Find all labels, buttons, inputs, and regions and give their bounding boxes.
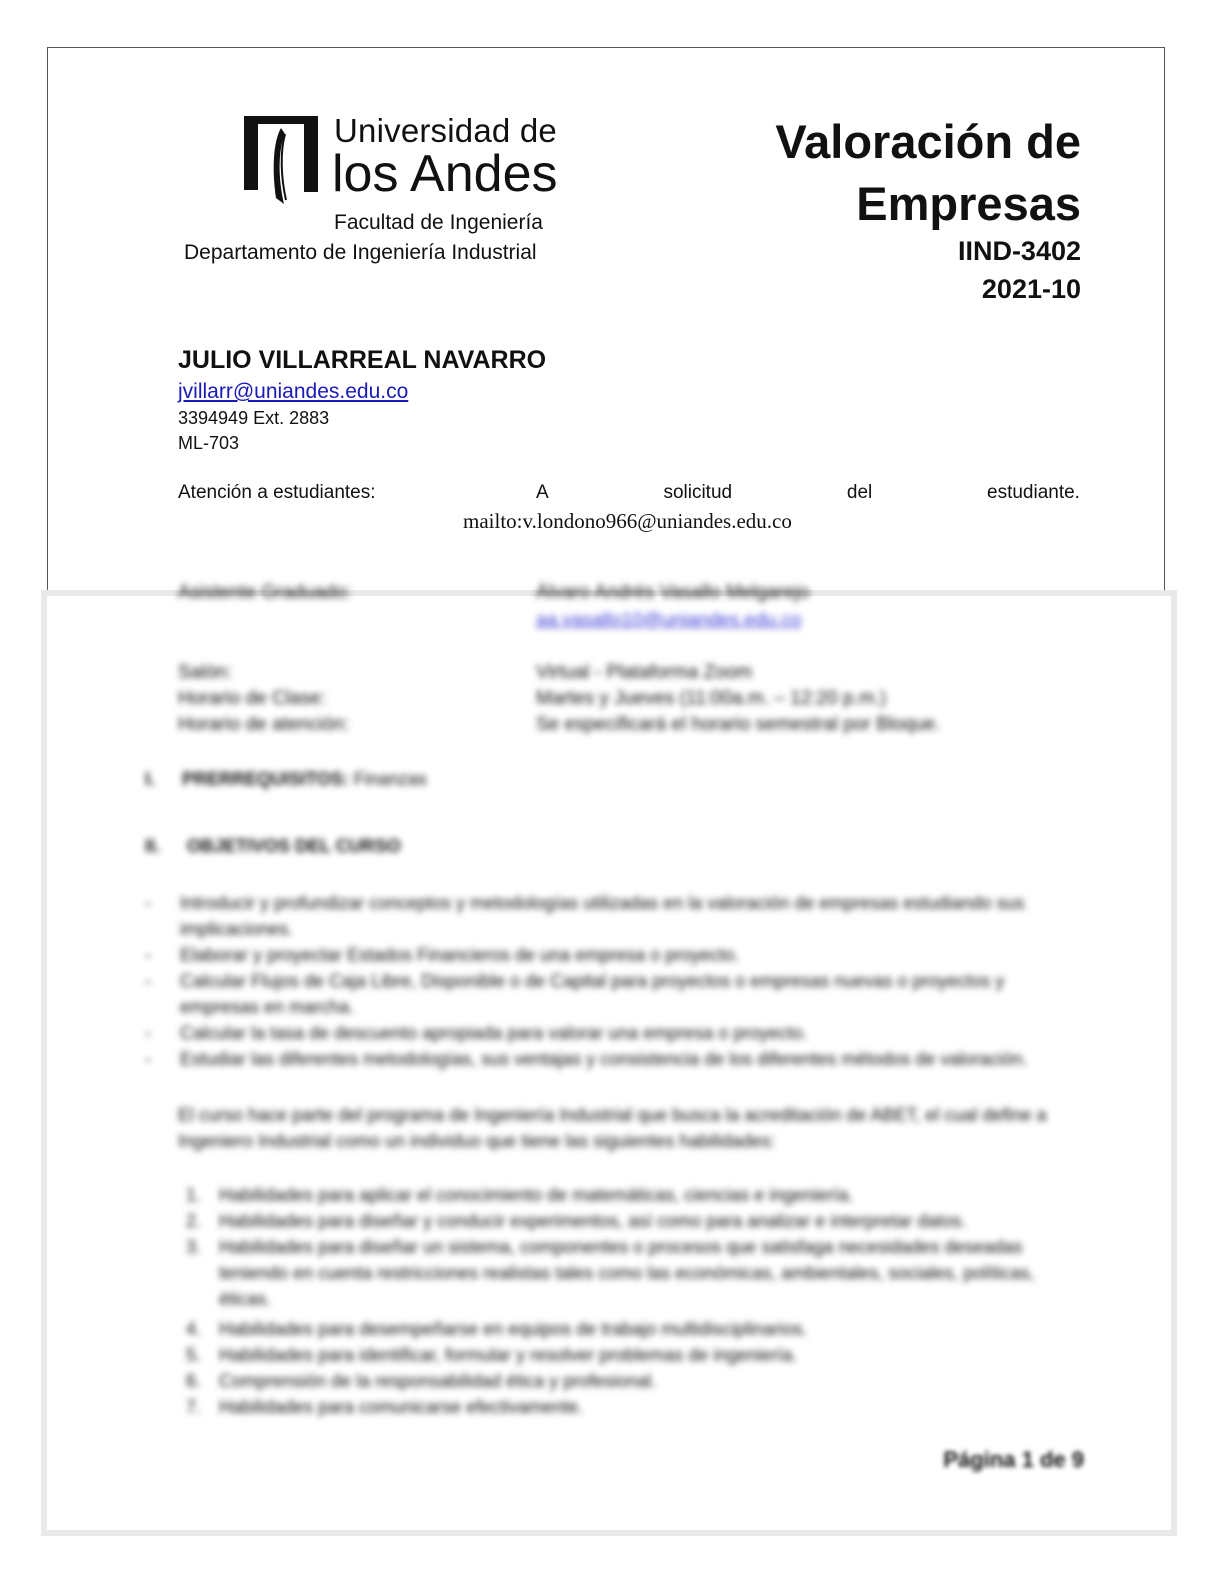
assistant-name: Álvaro Andrés Vasallo Melgarejo [536, 582, 810, 603]
objective-text: Calcular Flujos de Caja Libre, Disponible o de Capital para proyectos o empresas nuevas o proyectos y empresas en marcha. [180, 971, 1005, 1017]
uniandes-emblem-icon [240, 112, 322, 208]
section-number: II. [145, 836, 161, 856]
section-title: OBJETIVOS DEL CURSO [187, 836, 401, 856]
assistant-email-link[interactable]: aa.vasallo10@uniandes.edu.co [536, 610, 802, 631]
assistant-label: Asistente Graduado: [178, 582, 352, 603]
attention-word: A [536, 482, 549, 503]
attention-word: del [846, 482, 873, 503]
attention-label: Atención a estudiantes: [178, 482, 376, 503]
objective-text: Estudiar las diferentes metodologías, sus ventajas y consistencia de los diferentes métodos de valoración. [180, 1049, 1028, 1069]
ability-text: Habilidades para diseñar un sistema, componentes o procesos que satisfaga necesidades deseadas teniendo en cuenta restricciones realistas tales como las económicas, ambientales, sociales, políticas, éticas. [219, 1237, 1035, 1309]
professor-phone: 3394949 Ext. 2883 [178, 408, 330, 428]
abet-paragraph: El curso hace parte del programa de Ingeniería Industrial que busca la acreditación de ABET, el cual define a Ingeniero Industrial como un individuo que tiene las siguientes habilidades: [178, 1105, 1047, 1151]
ability-text: Comprensión de la responsabilidad ética y profesional. [219, 1371, 657, 1391]
professor-name: JULIO VILLARREAL NAVARRO [178, 346, 547, 374]
course-title-line2: Empresas [856, 177, 1081, 230]
course-title-line1: Valoración de [775, 115, 1081, 168]
course-code: IIND-3402 [957, 236, 1081, 266]
mailto-text: mailto:v.londono966@uniandes.edu.co [463, 509, 792, 533]
schedule-label: Horario de Clase: [178, 688, 326, 709]
professor-office: ML-703 [178, 433, 240, 453]
professor-email-link[interactable]: jvillarr@uniandes.edu.co [178, 380, 409, 403]
university-name-line1: Universidad de [334, 112, 557, 149]
objective-text: Elaborar y proyectar Estados Financieros de una empresa o proyecto. [180, 945, 740, 965]
ability-text: Habilidades para aplicar el conocimiento de matemáticas, ciencias e ingeniería. [219, 1185, 854, 1205]
attention-value [536, 482, 1080, 504]
schedule-label: Salón: [178, 662, 232, 683]
schedule-label: Horario de atención: [178, 714, 350, 735]
blurred-content: Asistente Graduado: Álvaro Andrés Vasallo Melgarejo aa.vasallo10@uniandes.edu.co Salón: Virtual - Plataforma Zoom Horario de Clase: Martes y Jueves (11:00a.m. – 12:20 p.m.) Horario de atención: Se especificará el horario semestral por Bloque. I. PRERREQUISITOS: Finanzas II. OBJETIVOS DEL CURSO - Introducir y profundizar conceptos y metodologías utilizadas en la valoración de empresas estudiando sus implicaciones. - Elaborar y proyectar Estados Financieros de una empresa o proyecto. - Calcular Flujos de Caja Libre, Disponible o de Capital para proyectos o empresas nuevas o proyectos y empresas en marcha. - Calcular la tasa de descuento apropiada para valorar una empresa o proyecto. - Estudiar las diferentes metodologías, sus ventajas y consistencia de los diferentes métodos de valoración. El curso hace parte del programa de Ingeniería Industrial que busca la acreditación de ABET, el cual define a Ingeniero Industrial como un individuo que tiene las siguientes habilidades: 1. Habilidades para aplicar el conocimiento de matemáticas, ciencias e ingeniería. 2. Habilidades para diseñar y conducir experimentos, así como para analizar e interpretar datos. 3. Habilidades para diseñar un sistema, componentes o procesos que satisfaga necesidades deseadas teniendo en cuenta restricciones realistas tales como las económicas, ambientales, sociales, políticas, éticas. 4. Habilidades para desempeñarse en equipos de trabajo multidisciplinarios. 5. Habilidades para identificar, formular y resolver problemas de ingeniería. 6. Comprensión de la responsabilidad ética y profesional. 7. Habilidades para comunicarse efectivamente. [0, 596, 1224, 1496]
objective-text: Introducir y profundizar conceptos y metodologías utilizadas en la valoración de empresas estudiando sus implicaciones. [180, 893, 1025, 939]
page-number: Página 1 de 9 [943, 1447, 1084, 1472]
schedule-value: Se especificará el horario semestral por Bloque. [536, 714, 941, 735]
university-name-line2: los Andes [332, 145, 558, 203]
prereq-heading [145, 769, 427, 790]
section-title: PRERREQUISITOS: [182, 769, 349, 789]
ability-text: Habilidades para identificar, formular y resolver problemas de ingeniería. [219, 1345, 798, 1365]
schedule-value: Martes y Jueves (11:00a.m. – 12:20 p.m.) [536, 688, 887, 709]
ability-text: Habilidades para desempeñarse en equipos de trabajo multidisciplinarios. [219, 1319, 808, 1339]
ability-text: Habilidades para diseñar y conducir experimentos, así como para analizar e interpretar datos. [219, 1211, 967, 1231]
ability-text: Habilidades para comunicarse efectivamente. [219, 1397, 584, 1417]
university-logo [240, 112, 560, 212]
objectives-heading [145, 836, 401, 857]
objective-text: Calcular la tasa de descuento apropiada para valorar una empresa o proyecto. [180, 1023, 808, 1043]
attention-word: solicitud [663, 482, 733, 503]
attention-word: estudiante. [987, 482, 1080, 503]
schedule-value: Virtual - Plataforma Zoom [536, 662, 753, 683]
section-number: I. [145, 769, 156, 789]
faculty-name: Facultad de Ingeniería [334, 211, 543, 234]
prereq-value: Finanzas [353, 769, 427, 789]
department-name: Departamento de Ingeniería Industrial [184, 241, 537, 264]
course-period: 2021-10 [981, 274, 1081, 304]
